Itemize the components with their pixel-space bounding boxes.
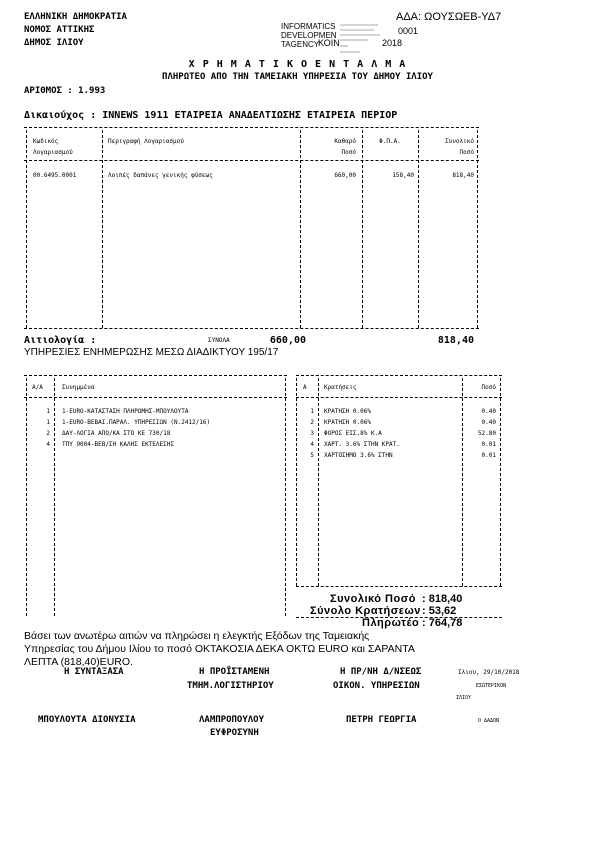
- author-title: Η ΣΥΝΤΑΞΑΣΑ: [64, 667, 124, 677]
- attachment-text: ΤΠΥ 9004-ΒΕΒ/ΣΗ ΚΑΛΗΣ ΕΚΤΕΛΕΣΗΣ: [62, 441, 174, 448]
- signature-date: Ιλιου, 29/10/2018: [458, 669, 520, 676]
- stamp-small-1: ΕΣΩΤΕΡΙΚΟΝ: [476, 683, 507, 689]
- header-line-3: ΔΗΜΟΣ ΙΛΙΟΥ: [24, 38, 84, 48]
- deduction-number: 4: [310, 441, 314, 448]
- stamp-mid: ΚΟΙΝ: [318, 38, 340, 48]
- deduction-text: ΧΑΡΤΟΣΗΜΟ 3.6% ΣΤΗΝ: [324, 452, 393, 459]
- account-desc: Λοιπές δαπάνες γενικής φύσεως: [108, 172, 213, 179]
- stamp-text-1: INFORMATICS: [281, 22, 336, 31]
- col-header-total-1: Συνολικό: [445, 138, 474, 145]
- sum-label: ΣΥΝΟΛΑ: [208, 337, 230, 344]
- attach-col-line: [285, 378, 286, 616]
- account-vat: 158,40: [392, 172, 414, 179]
- stamp-text-2: DEVELOPMEN: [281, 31, 337, 40]
- deduction-text: ΚΡΑΤΗΣΗ 0.06%: [324, 408, 371, 415]
- deduct-header-label: Κρατήσεις: [324, 384, 357, 391]
- deduction-amount: 0.01: [481, 452, 496, 459]
- payable-label: Πληρωτέο: [362, 617, 420, 629]
- table-col-line: [102, 130, 103, 328]
- attach-header-label: Συνημμένα: [62, 384, 95, 391]
- attachment-number: 1: [46, 419, 50, 426]
- table-col-line: [418, 130, 419, 328]
- account-code: 00.6495.0001: [33, 172, 77, 179]
- stamp-text-3: TAGENCY: [281, 40, 320, 49]
- footer-line-2: Υπηρεσίας του Δήμου Ιλίου το ποσό ΟΚΤΑΚΟΣΙΑ ΔΕΚΑ ΟΚΤΩ EURO και ΣΑΡΑΝΤΑ: [24, 643, 415, 655]
- document-number: ΑΡΙΘΜΟΣ : 1.993: [24, 86, 106, 96]
- document-title: Χ Ρ Η Μ Α Τ Ι Κ Ο Ε Ν Τ Α Λ Μ Α: [188, 59, 407, 70]
- author-name: ΜΠΟΥΛΟΥΤΑ ΔΙΟΝΥΣΙΑ: [38, 715, 136, 725]
- beneficiary: Δικαιούχος : INNEWS 1911 ΕΤΑΙΡΕΙΑ ΑΝΑΔΕΛΤΙΩΣΗΣ ΕΤΑΙΡΕΙΑ ΠΕΡΙΟΡ: [24, 110, 398, 121]
- col-header-net-2: Ποσό: [341, 149, 356, 156]
- table-bottom-rule: [24, 328, 479, 329]
- table-header-rule: [24, 160, 479, 161]
- ada-code: ΑΔΑ: ΩΟΥΣΩΕΒ-ΥΔ7: [396, 11, 502, 23]
- table-col-line: [477, 130, 478, 328]
- director-title-2: ΟΙΚΟΝ. ΥΠΗΡΕΣΙΩΝ: [333, 681, 420, 691]
- header-line-1: ΕΛΛΗΝΙΚΗ ΔΗΜΟΚΡΑΤΙΑ: [24, 12, 127, 22]
- signature-extra: Ο ΔΑΔΟΝ: [478, 718, 500, 724]
- deduct-header-amount: Ποσό: [481, 384, 496, 391]
- deduct-header-num: Α: [303, 384, 307, 391]
- deduction-number: 2: [310, 419, 314, 426]
- attach-col-line: [26, 378, 27, 616]
- col-header-desc: Περιγραφή Λογαριασμού: [108, 138, 184, 145]
- total-label: Συνολικό Ποσό: [330, 593, 416, 605]
- director-title-1: Η ΠΡ/ΝΗ Δ/ΝΣΕΩΣ: [340, 667, 422, 677]
- stamp-right-1: 0001: [398, 26, 419, 36]
- deduct-col-line: [318, 378, 319, 586]
- deduction-amount: 0.40: [481, 408, 496, 415]
- col-header-code-2: Λογαριασμού: [33, 149, 73, 156]
- table-col-line: [300, 130, 301, 328]
- account-net: 660,00: [334, 172, 356, 179]
- head-name-2: ΕΥΦΡΟΣΥΝΗ: [210, 728, 259, 738]
- deduction-text: ΦΟΡΟΣ ΕΙΣ.8% Κ.Α: [324, 430, 382, 437]
- attach-header-num: Α/Α: [32, 384, 43, 391]
- table-col-line: [26, 130, 27, 328]
- header-line-2: ΝΟΜΟΣ ΑΤΤΙΚΗΣ: [24, 25, 95, 35]
- table-col-line: [362, 130, 363, 328]
- deduct-bottom-rule: [296, 586, 502, 587]
- director-name: ΠΕΤΡΗ ΓΕΩΡΓΙΑ: [346, 715, 417, 725]
- attach-top-rule: [24, 375, 287, 376]
- attachment-number: 1: [46, 408, 50, 415]
- col-header-code-1: Κωδικός: [33, 138, 59, 145]
- footer-line-1: Βάσει των ανωτέρω αιτιών να πληρώσει η ελεγκτής Εξόδων της Ταμειακής: [24, 630, 370, 642]
- attachment-number: 4: [46, 441, 50, 448]
- deduction-number: 3: [310, 430, 314, 437]
- payable-value: : 764,78: [422, 617, 463, 629]
- attach-col-line: [54, 378, 55, 616]
- deduction-text: ΚΡΑΤΗΣΗ 0.06%: [324, 419, 371, 426]
- deductions-total-label: Σύνολο Κρατήσεων: [310, 605, 421, 617]
- deduction-amount: 0.01: [481, 441, 496, 448]
- col-header-vat: Φ.Π.Α.: [379, 138, 401, 145]
- head-name-1: ΛΑΜΠΡΟΠΟΥΛΟΥ: [199, 715, 265, 725]
- deductions-total-value: : 53,62: [422, 605, 457, 617]
- deduct-col-line: [500, 378, 501, 586]
- footer-line-3: ΛΕΠΤΑ (818,40)EURO.: [24, 656, 133, 668]
- justification-label: Αιτιολογία :: [24, 335, 97, 346]
- deduction-amount: 52.80: [477, 430, 496, 437]
- attach-header-rule: [24, 397, 287, 398]
- deduction-number: 1: [310, 408, 314, 415]
- deduction-amount: 0.40: [481, 419, 496, 426]
- col-header-total-2: Ποσό: [459, 149, 474, 156]
- justification-text: ΥΠΗΡΕΣΙΕΣ ΕΝΗΜΕΡΩΣΗΣ ΜΕΣΩ ΔΙΑΔΙΚΤΥΟΥ 195/17: [24, 347, 279, 358]
- attachment-text: ΔΑΥ-ΛΟΓΙΑ ΑΠΟ/ΚΑ ΣΤΟ ΚΕ 730/18: [62, 430, 171, 437]
- document-subtitle: ΠΛΗΡΩΤΕΟ ΑΠΟ ΤΗΝ ΤΑΜΕΙΑΚΗ ΥΠΗΡΕΣΙΑ ΤΟΥ ΔΗΜΟΥ ΙΛΙΟΥ: [162, 72, 433, 82]
- deduct-top-rule: [296, 375, 502, 376]
- sum-net: 660,00: [269, 335, 306, 346]
- head-title-2: ΤΜΗΜ.ΛΟΓΙΣΤΗΡΙΟΥ: [187, 681, 274, 691]
- stamp-right-2: 2018: [382, 38, 403, 48]
- attachment-text: 1-EURO-ΚΑΤΑΣΤΑΣΗ ΠΛΗΡΩΜΗΣ-ΜΠΟΥΛΟΥΤΑ: [62, 408, 189, 415]
- attachment-text: 1-EURO-ΒΕΒΑΙ.ΠΑΡΑΛ. ΥΠΗΡΕΣΙΩΝ (Ν.2412/16): [62, 419, 211, 426]
- deduct-col-line: [296, 378, 297, 586]
- table-top-rule: [24, 127, 479, 128]
- attachment-number: 2: [46, 430, 50, 437]
- deduction-number: 5: [310, 452, 314, 459]
- col-header-net-1: Καθαρό: [334, 138, 356, 145]
- stamp-small-2: ΙΛΙΟΥ: [456, 695, 472, 701]
- total-value: : 818,40: [422, 593, 463, 605]
- deduct-header-rule: [296, 397, 502, 398]
- watermark-stamp: [338, 22, 382, 58]
- sum-total: 818,40: [437, 335, 474, 346]
- head-title-1: Η ΠΡΟΪΣΤΑΜΕΝΗ: [199, 667, 270, 677]
- deduct-col-line: [462, 378, 463, 586]
- deduction-text: ΧΑΡΤ. 3.6% ΣΤΗΝ ΚΡΑΤ.: [324, 441, 400, 448]
- account-total: 818,40: [452, 172, 474, 179]
